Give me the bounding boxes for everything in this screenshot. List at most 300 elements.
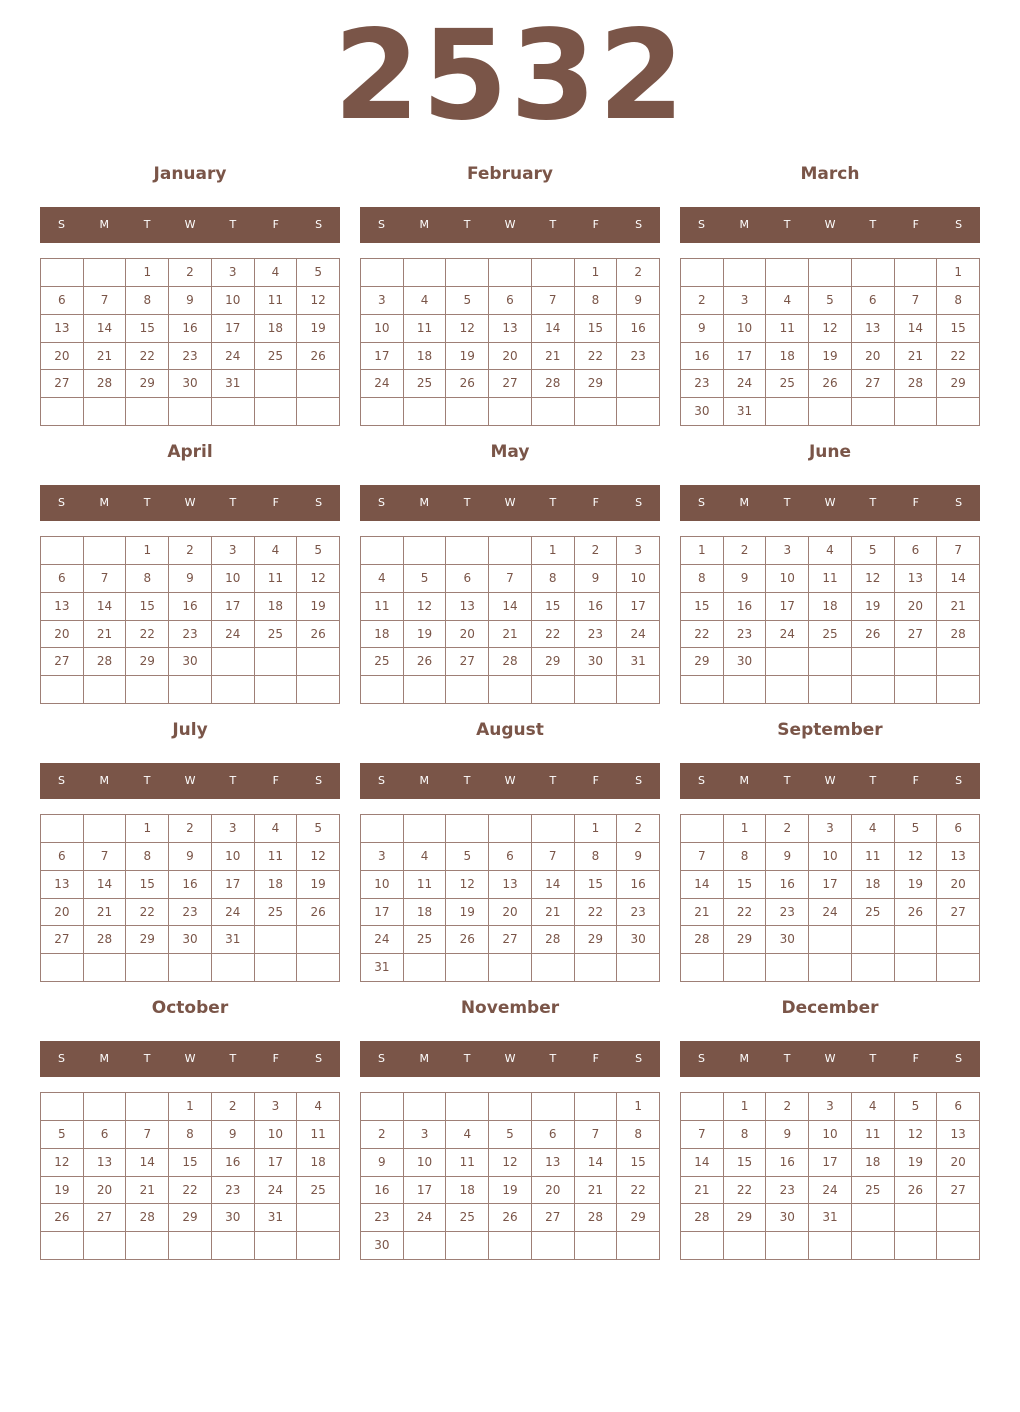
day-cell: 23	[169, 899, 212, 927]
day-cell: 7	[84, 565, 127, 593]
day-cell: 5	[446, 843, 489, 871]
day-cell: 25	[809, 621, 852, 649]
day-cell: 19	[852, 593, 895, 621]
day-cell: 1	[724, 815, 767, 843]
empty-day-cell	[169, 1232, 212, 1260]
day-cell: 6	[937, 815, 980, 843]
day-cell: 1	[126, 259, 169, 287]
empty-day-cell	[617, 370, 660, 398]
empty-day-cell	[852, 398, 895, 426]
day-cell: 15	[681, 593, 724, 621]
empty-day-cell	[724, 676, 767, 704]
day-cell: 27	[41, 648, 84, 676]
empty-day-cell	[681, 259, 724, 287]
day-cell: 25	[361, 648, 404, 676]
empty-day-cell	[575, 676, 618, 704]
day-cell: 14	[895, 315, 938, 343]
empty-day-cell	[489, 1232, 532, 1260]
day-cell: 30	[766, 1204, 809, 1232]
day-cell: 28	[681, 926, 724, 954]
weekday-label: S	[57, 1052, 65, 1065]
day-cell: 21	[937, 593, 980, 621]
empty-day-cell	[809, 1232, 852, 1260]
weekday-label: T	[229, 774, 237, 787]
empty-day-cell	[937, 676, 980, 704]
day-cell: 26	[404, 648, 447, 676]
day-cell: 28	[126, 1204, 169, 1232]
day-cell: 9	[766, 843, 809, 871]
day-cell: 4	[255, 537, 298, 565]
empty-day-cell	[724, 1232, 767, 1260]
empty-day-cell	[84, 815, 127, 843]
empty-day-cell	[852, 676, 895, 704]
empty-day-cell	[255, 370, 298, 398]
day-cell: 15	[724, 871, 767, 899]
day-cell: 8	[126, 565, 169, 593]
empty-day-cell	[297, 1204, 340, 1232]
weekday-label: T	[549, 1052, 557, 1065]
day-cell: 29	[681, 648, 724, 676]
day-cell: 2	[169, 815, 212, 843]
weekday-label: S	[377, 774, 385, 787]
empty-day-cell	[895, 926, 938, 954]
day-cell: 21	[895, 343, 938, 371]
weekday-label: S	[697, 1052, 705, 1065]
day-cell: 14	[681, 1149, 724, 1177]
day-cell: 17	[361, 343, 404, 371]
day-cell: 11	[255, 843, 298, 871]
day-cell: 3	[361, 843, 404, 871]
day-cell: 16	[724, 593, 767, 621]
day-cell: 23	[681, 370, 724, 398]
day-cell: 10	[212, 843, 255, 871]
empty-day-cell	[681, 676, 724, 704]
day-cell: 13	[446, 593, 489, 621]
day-cell: 17	[724, 343, 767, 371]
day-cell: 30	[361, 1232, 404, 1260]
weekday-label: S	[635, 496, 643, 509]
empty-day-cell	[404, 259, 447, 287]
weekday-label: S	[955, 774, 963, 787]
weekday-label: F	[912, 774, 919, 787]
weekday-label: F	[272, 218, 279, 231]
day-cell: 7	[681, 1121, 724, 1149]
empty-day-cell	[895, 954, 938, 982]
day-cell: 8	[617, 1121, 660, 1149]
weekday-label: S	[57, 774, 65, 787]
day-cell: 17	[809, 871, 852, 899]
day-cell: 5	[852, 537, 895, 565]
day-cell: 7	[681, 843, 724, 871]
day-cell: 29	[937, 370, 980, 398]
empty-day-cell	[84, 537, 127, 565]
day-grid	[40, 258, 340, 426]
empty-day-cell	[212, 398, 255, 426]
day-cell: 15	[575, 315, 618, 343]
day-cell: 1	[724, 1093, 767, 1121]
day-cell: 15	[575, 871, 618, 899]
day-cell: 24	[766, 621, 809, 649]
empty-day-cell	[126, 1093, 169, 1121]
weekday-header	[40, 207, 340, 243]
day-cell: 18	[852, 871, 895, 899]
day-cell: 21	[681, 899, 724, 927]
weekday-label: F	[592, 1052, 599, 1065]
day-cell: 25	[766, 370, 809, 398]
day-cell: 27	[937, 1177, 980, 1205]
empty-day-cell	[446, 1093, 489, 1121]
day-cell: 7	[532, 287, 575, 315]
empty-day-cell	[404, 537, 447, 565]
day-cell: 29	[575, 926, 618, 954]
day-cell: 26	[297, 343, 340, 371]
empty-day-cell	[297, 954, 340, 982]
day-cell: 13	[41, 315, 84, 343]
empty-day-cell	[681, 1093, 724, 1121]
day-cell: 13	[895, 565, 938, 593]
weekday-header	[360, 1041, 660, 1077]
weekday-label: M	[739, 1052, 750, 1065]
day-cell: 20	[446, 621, 489, 649]
empty-day-cell	[404, 815, 447, 843]
day-cell: 6	[41, 287, 84, 315]
weekday-label: S	[697, 496, 705, 509]
day-cell: 9	[169, 287, 212, 315]
weekday-label: S	[315, 496, 323, 509]
weekday-label: M	[739, 218, 750, 231]
empty-day-cell	[895, 648, 938, 676]
day-cell: 24	[212, 343, 255, 371]
day-cell: 30	[575, 648, 618, 676]
empty-day-cell	[809, 954, 852, 982]
day-cell: 29	[126, 926, 169, 954]
empty-day-cell	[617, 398, 660, 426]
day-cell: 7	[489, 565, 532, 593]
weekday-label: M	[99, 774, 110, 787]
day-cell: 21	[84, 621, 127, 649]
weekday-label: F	[272, 774, 279, 787]
empty-day-cell	[532, 676, 575, 704]
month-name: September	[777, 720, 883, 740]
weekday-label: T	[229, 496, 237, 509]
day-cell: 12	[297, 287, 340, 315]
day-cell: 4	[446, 1121, 489, 1149]
day-cell: 28	[575, 1204, 618, 1232]
empty-day-cell	[617, 676, 660, 704]
month-february	[360, 158, 660, 426]
day-cell: 2	[766, 1093, 809, 1121]
day-cell: 15	[937, 315, 980, 343]
empty-day-cell	[575, 954, 618, 982]
empty-day-cell	[212, 676, 255, 704]
weekday-header	[40, 485, 340, 521]
day-cell: 11	[404, 315, 447, 343]
weekday-label: M	[419, 1052, 430, 1065]
empty-day-cell	[532, 259, 575, 287]
day-cell: 21	[84, 899, 127, 927]
day-cell: 20	[895, 593, 938, 621]
weekday-label: S	[697, 774, 705, 787]
day-cell: 16	[169, 871, 212, 899]
day-cell: 17	[617, 593, 660, 621]
weekday-label: S	[315, 1052, 323, 1065]
month-name: January	[153, 164, 227, 184]
empty-day-cell	[532, 1232, 575, 1260]
day-cell: 4	[809, 537, 852, 565]
day-cell: 6	[852, 287, 895, 315]
day-cell: 18	[255, 593, 298, 621]
day-cell: 17	[766, 593, 809, 621]
day-cell: 31	[212, 370, 255, 398]
weekday-label: T	[463, 1052, 471, 1065]
day-cell: 29	[724, 926, 767, 954]
day-cell: 3	[766, 537, 809, 565]
weekday-label: S	[377, 218, 385, 231]
empty-day-cell	[532, 1093, 575, 1121]
day-cell: 3	[212, 259, 255, 287]
empty-day-cell	[297, 1232, 340, 1260]
day-cell: 18	[446, 1177, 489, 1205]
day-cell: 6	[489, 287, 532, 315]
day-cell: 16	[766, 1149, 809, 1177]
day-cell: 2	[169, 259, 212, 287]
day-cell: 21	[489, 621, 532, 649]
day-cell: 22	[724, 899, 767, 927]
empty-day-cell	[681, 1232, 724, 1260]
day-cell: 16	[575, 593, 618, 621]
day-cell: 12	[297, 565, 340, 593]
day-cell: 18	[361, 621, 404, 649]
day-cell: 26	[489, 1204, 532, 1232]
empty-day-cell	[937, 926, 980, 954]
day-cell: 28	[895, 370, 938, 398]
day-cell: 14	[575, 1149, 618, 1177]
empty-day-cell	[404, 676, 447, 704]
day-cell: 14	[681, 871, 724, 899]
day-grid	[40, 536, 340, 704]
weekday-label: T	[143, 1052, 151, 1065]
weekday-label: T	[783, 496, 791, 509]
day-cell: 25	[446, 1204, 489, 1232]
day-cell: 25	[852, 1177, 895, 1205]
day-cell: 19	[297, 315, 340, 343]
day-cell: 9	[361, 1149, 404, 1177]
day-cell: 27	[489, 926, 532, 954]
empty-day-cell	[361, 815, 404, 843]
month-name: July	[172, 720, 208, 740]
day-cell: 25	[852, 899, 895, 927]
day-cell: 21	[84, 343, 127, 371]
day-cell: 19	[895, 871, 938, 899]
day-cell: 29	[532, 648, 575, 676]
day-cell: 9	[617, 843, 660, 871]
day-cell: 1	[126, 815, 169, 843]
day-cell: 23	[766, 1177, 809, 1205]
day-cell: 23	[724, 621, 767, 649]
day-grid	[360, 536, 660, 704]
day-cell: 15	[126, 871, 169, 899]
empty-day-cell	[41, 954, 84, 982]
day-cell: 10	[809, 1121, 852, 1149]
day-cell: 15	[126, 593, 169, 621]
day-cell: 14	[489, 593, 532, 621]
empty-day-cell	[41, 259, 84, 287]
empty-day-cell	[404, 1232, 447, 1260]
day-cell: 5	[404, 565, 447, 593]
weekday-header	[360, 485, 660, 521]
weekday-label: T	[783, 1052, 791, 1065]
empty-day-cell	[852, 259, 895, 287]
empty-day-cell	[446, 537, 489, 565]
day-cell: 1	[617, 1093, 660, 1121]
empty-day-cell	[446, 954, 489, 982]
day-cell: 16	[361, 1177, 404, 1205]
empty-day-cell	[212, 1232, 255, 1260]
day-cell: 7	[937, 537, 980, 565]
empty-day-cell	[297, 370, 340, 398]
day-cell: 26	[446, 370, 489, 398]
empty-day-cell	[852, 926, 895, 954]
month-january	[40, 158, 340, 426]
weekday-label: S	[57, 496, 65, 509]
day-cell: 24	[361, 926, 404, 954]
day-cell: 31	[809, 1204, 852, 1232]
day-cell: 21	[681, 1177, 724, 1205]
empty-day-cell	[255, 1232, 298, 1260]
day-cell: 10	[724, 315, 767, 343]
day-cell: 25	[255, 899, 298, 927]
empty-day-cell	[126, 954, 169, 982]
empty-day-cell	[84, 954, 127, 982]
day-cell: 7	[126, 1121, 169, 1149]
weekday-label: T	[549, 774, 557, 787]
day-cell: 14	[126, 1149, 169, 1177]
day-cell: 6	[84, 1121, 127, 1149]
empty-day-cell	[937, 648, 980, 676]
day-cell: 6	[489, 843, 532, 871]
day-cell: 15	[532, 593, 575, 621]
day-cell: 16	[617, 871, 660, 899]
day-cell: 8	[575, 287, 618, 315]
day-cell: 22	[169, 1177, 212, 1205]
day-cell: 21	[532, 343, 575, 371]
day-cell: 22	[575, 343, 618, 371]
empty-day-cell	[575, 1232, 618, 1260]
day-cell: 7	[575, 1121, 618, 1149]
day-cell: 1	[169, 1093, 212, 1121]
day-cell: 8	[169, 1121, 212, 1149]
day-cell: 2	[724, 537, 767, 565]
day-cell: 22	[126, 621, 169, 649]
day-cell: 3	[809, 1093, 852, 1121]
empty-day-cell	[809, 648, 852, 676]
weekday-label: F	[912, 218, 919, 231]
weekday-label: T	[143, 496, 151, 509]
empty-day-cell	[895, 398, 938, 426]
day-cell: 21	[532, 899, 575, 927]
empty-day-cell	[297, 926, 340, 954]
day-cell: 28	[532, 370, 575, 398]
day-grid	[40, 1092, 340, 1260]
empty-day-cell	[446, 815, 489, 843]
day-cell: 15	[724, 1149, 767, 1177]
day-cell: 2	[212, 1093, 255, 1121]
day-cell: 27	[852, 370, 895, 398]
weekday-label: S	[635, 1052, 643, 1065]
day-cell: 19	[809, 343, 852, 371]
empty-day-cell	[724, 954, 767, 982]
empty-day-cell	[489, 398, 532, 426]
weekday-label: T	[229, 1052, 237, 1065]
empty-day-cell	[84, 1093, 127, 1121]
day-cell: 21	[575, 1177, 618, 1205]
day-cell: 21	[126, 1177, 169, 1205]
day-cell: 1	[532, 537, 575, 565]
day-cell: 14	[532, 871, 575, 899]
empty-day-cell	[895, 1232, 938, 1260]
day-cell: 18	[852, 1149, 895, 1177]
day-cell: 22	[532, 621, 575, 649]
day-cell: 29	[169, 1204, 212, 1232]
day-cell: 19	[297, 593, 340, 621]
empty-day-cell	[489, 537, 532, 565]
day-cell: 22	[617, 1177, 660, 1205]
empty-day-cell	[41, 537, 84, 565]
weekday-label: T	[783, 218, 791, 231]
day-cell: 20	[937, 1149, 980, 1177]
day-cell: 12	[446, 315, 489, 343]
day-cell: 5	[297, 537, 340, 565]
day-cell: 11	[852, 1121, 895, 1149]
empty-day-cell	[937, 398, 980, 426]
day-cell: 17	[212, 315, 255, 343]
day-cell: 5	[297, 815, 340, 843]
day-cell: 23	[212, 1177, 255, 1205]
day-cell: 8	[575, 843, 618, 871]
weekday-label: F	[912, 1052, 919, 1065]
day-cell: 22	[937, 343, 980, 371]
day-cell: 10	[255, 1121, 298, 1149]
weekday-label: T	[869, 1052, 877, 1065]
day-cell: 29	[617, 1204, 660, 1232]
weekday-label: T	[463, 774, 471, 787]
day-cell: 24	[809, 899, 852, 927]
day-cell: 23	[361, 1204, 404, 1232]
day-cell: 14	[84, 871, 127, 899]
day-cell: 19	[446, 343, 489, 371]
day-cell: 4	[404, 287, 447, 315]
day-cell: 6	[532, 1121, 575, 1149]
day-grid	[360, 258, 660, 426]
weekday-label: T	[229, 218, 237, 231]
weekday-label: W	[184, 1052, 196, 1065]
day-cell: 13	[532, 1149, 575, 1177]
day-cell: 26	[446, 926, 489, 954]
day-cell: 28	[84, 370, 127, 398]
weekday-header	[680, 207, 980, 243]
day-cell: 24	[212, 899, 255, 927]
empty-day-cell	[361, 1093, 404, 1121]
day-cell: 29	[724, 1204, 767, 1232]
day-cell: 28	[84, 648, 127, 676]
day-cell: 19	[41, 1177, 84, 1205]
day-cell: 1	[126, 537, 169, 565]
empty-day-cell	[84, 1232, 127, 1260]
empty-day-cell	[489, 676, 532, 704]
day-cell: 13	[937, 843, 980, 871]
weekday-label: W	[824, 774, 836, 787]
day-cell: 12	[852, 565, 895, 593]
